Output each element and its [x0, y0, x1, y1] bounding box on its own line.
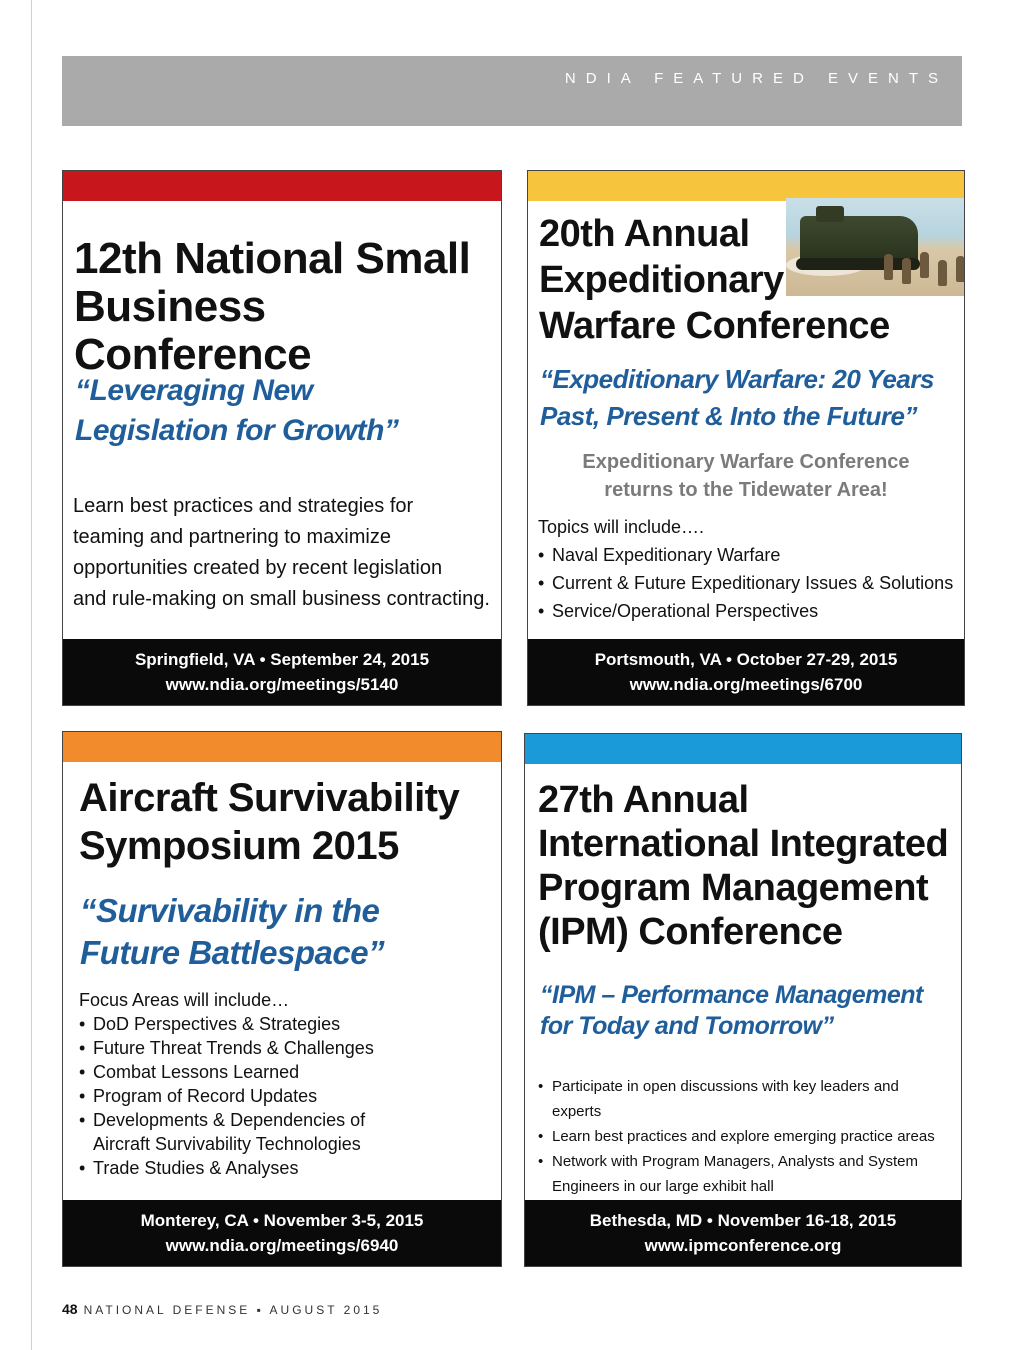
event-footer [528, 639, 964, 705]
tagline-line: “IPM – Performance Management [540, 981, 923, 1009]
event-location-date: Bethesda, MD • November 16-18, 2015 [589, 1211, 897, 1230]
tagline-line: Legislation for Growth” [75, 414, 399, 447]
tagline-line: “Survivability in the [80, 892, 380, 929]
title-line: Symposium 2015 [79, 824, 399, 868]
title-line: 27th Annual [538, 779, 749, 821]
event-url[interactable]: www.ndia.org/meetings/5140 [165, 675, 399, 694]
tagline-line: Past, Present & Into the Future” [540, 401, 917, 431]
focus-item: • DoD Perspectives & Strategies [79, 1012, 399, 1036]
event-card-aircraft-survivability [62, 731, 502, 1267]
body-line: and rule-making on small business contracting. [73, 588, 490, 610]
event-location-date: Monterey, CA • November 3-5, 2015 [140, 1211, 424, 1230]
title-line: International Integrated [538, 823, 949, 865]
event-tagline [540, 361, 934, 435]
focus-item: • Future Threat Trends & Challenges [79, 1036, 399, 1060]
topics-intro: Topics will include…. [538, 517, 705, 537]
topic-item: • Current & Future Expeditionary Issues & Solutions [538, 569, 953, 597]
event-location-date: Springfield, VA • September 24, 2015 [134, 650, 430, 669]
event-footer [525, 1200, 961, 1266]
focus-item: • Trade Studies & Analyses [79, 1156, 399, 1180]
tagline-line: Future Battlespace” [80, 934, 385, 971]
title-line: (IPM) Conference [538, 911, 843, 953]
body-line: Learn best practices and strategies for [73, 495, 414, 517]
focus-item: • Combat Lessons Learned [79, 1060, 399, 1084]
event-title [538, 778, 948, 954]
event-topics [538, 513, 953, 625]
title-line: Warfare Conference [539, 305, 890, 347]
event-location-date: Portsmouth, VA • October 27-29, 2015 [594, 650, 898, 669]
tagline-line: “Leveraging New [75, 374, 313, 407]
focus-item: • Program of Record Updates [79, 1084, 399, 1108]
subhead-line: Expeditionary Warfare Conference [582, 451, 910, 473]
banner-title: NDIA FEATURED EVENTS [564, 70, 948, 87]
event-card-small-business [62, 170, 502, 706]
body-line: opportunities created by recent legislation [73, 557, 443, 579]
featured-events-banner [62, 56, 962, 126]
page-number: 48 [62, 1301, 78, 1317]
tagline-line: for Today and Tomorrow” [540, 1012, 834, 1040]
publication-info: NATIONAL DEFENSE ▪ AUGUST 2015 [83, 1303, 383, 1317]
event-url[interactable]: www.ndia.org/meetings/6940 [165, 1236, 399, 1255]
title-line: 20th Annual [539, 213, 750, 255]
topic-item: • Naval Expeditionary Warfare [538, 541, 953, 569]
title-line: Program Management [538, 867, 929, 909]
event-subhead [528, 448, 964, 504]
title-line: 12th National Small [74, 234, 471, 283]
event-title [74, 235, 501, 379]
event-card-expeditionary-warfare [527, 170, 965, 706]
focus-intro: Focus Areas will include… [79, 990, 290, 1010]
event-card-ipm-conference [524, 733, 962, 1267]
event-bullets [538, 1074, 948, 1199]
event-tagline [80, 890, 384, 974]
title-line: Expeditionary [539, 259, 784, 301]
event-description [73, 491, 490, 615]
event-title [539, 211, 890, 349]
accent-bar [525, 734, 961, 764]
focus-item: • Developments & Dependencies of Aircraft Survivability Technologies [79, 1108, 399, 1156]
bullet-item: • Learn best practices and explore emerging practice areas [538, 1124, 948, 1149]
title-line: Business Conference [74, 282, 312, 379]
accent-bar [528, 171, 964, 201]
title-line: Aircraft Survivability [79, 776, 460, 820]
bullet-item: • Participate in open discussions with key leaders and experts [538, 1074, 948, 1124]
event-footer [63, 639, 501, 705]
event-footer [63, 1200, 501, 1266]
page-folio [62, 1301, 382, 1317]
tagline-line: “Expeditionary Warfare: 20 Years [540, 364, 934, 394]
event-tagline [75, 371, 399, 451]
event-tagline [540, 980, 923, 1042]
bullet-item: • Network with Program Managers, Analysts and System Engineers in our large exhibit hall [538, 1149, 948, 1199]
event-title [79, 774, 459, 870]
page-edge-line [31, 0, 32, 1350]
event-url[interactable]: www.ndia.org/meetings/6700 [629, 675, 863, 694]
topic-item: • Service/Operational Perspectives [538, 597, 953, 625]
event-url[interactable]: www.ipmconference.org [644, 1236, 842, 1255]
accent-bar [63, 732, 501, 762]
event-focus-areas [79, 988, 399, 1180]
accent-bar [63, 171, 501, 201]
body-line: teaming and partnering to maximize [73, 526, 391, 548]
subhead-line: returns to the Tidewater Area! [604, 479, 888, 501]
